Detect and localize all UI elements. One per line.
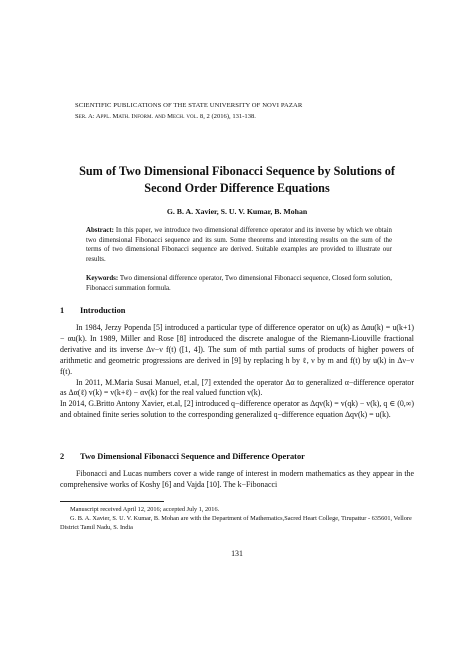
abstract-text: In this paper, we introduce two dimensional difference operator and its inverse by which we obtain two dimensional Fibonacci sequence and its sum. Some theorems and interesting results on the sum of the terms of two dimensional Fibonacci sequence are derived. Suitable examples are provided to illustrate our results. xyxy=(86,227,392,263)
journal-series: Ser. A: Appl. Math. Inform. and Mech. vol. 8, 2 (2016), 131-138. xyxy=(75,113,256,120)
footnote-affiliation: G. B. A. Xavier, S. U. V. Kumar, B. Mohan are with the Department of Mathematics,Sacred Heart College, Tirupattur - 635601, Vellore District Tamil Nadu, S. India xyxy=(60,515,412,531)
section-1-title: Introduction xyxy=(80,306,126,315)
paper-title xyxy=(60,163,414,197)
section-2-paragraph-1: Fibonacci and Lucas numbers cover a wide range of interest in modern mathematics as they appear in the comprehensive works of Koshy [6] and Vajda [10]. The k−Fibonacci xyxy=(60,469,414,489)
section-1-paragraph-3: In 2014, G.Britto Antony Xavier, et.al, [2] introduced q−difference operator as Δqv(k) = v(qk) − v(k), q ∈ (0,∞) and obtained finite series solution to the corresponding generalized q−difference equation Δqv(k) = u(k). xyxy=(60,399,414,420)
section-2-title: Two Dimensional Fibonacci Sequence and Difference Operator xyxy=(80,452,305,461)
footnote-received: Manuscript received April 12, 2016; accepted July 1, 2016. xyxy=(70,506,220,513)
abstract-label: Abstract: xyxy=(86,227,114,234)
footnote-rule xyxy=(60,501,164,502)
title-line-1: Sum of Two Dimensional Fibonacci Sequence by Solutions of xyxy=(79,164,395,178)
authors: G. B. A. Xavier, S. U. V. Kumar, B. Mohan xyxy=(166,207,308,216)
section-2-body xyxy=(60,469,414,491)
section-1-body xyxy=(60,323,414,421)
keywords-text: Two dimensional difference operator, Two dimensional Fibonacci sequence, Closed form solution, Fibonacci summation formula. xyxy=(86,275,392,292)
section-2-heading xyxy=(60,452,305,461)
section-1-number: 1 xyxy=(60,306,65,315)
journal-name: SCIENTIFIC PUBLICATIONS OF THE STATE UNIVERSITY OF NOVI PAZAR xyxy=(75,102,303,109)
section-2-number: 2 xyxy=(60,452,65,461)
footnotes xyxy=(60,505,414,532)
keywords xyxy=(86,274,392,293)
abstract xyxy=(86,226,392,264)
page-number: 131 xyxy=(231,549,243,558)
section-1-paragraph-2: In 2011, M.Maria Susai Manuel, et.al, [7] extended the operator Δα to generalized α−difference operator as Δα(ℓ) v(k) = v(k+ℓ) − αv(k) for the real valued function v(k). xyxy=(60,377,414,398)
section-1-heading xyxy=(60,306,125,315)
title-line-2: Second Order Difference Equations xyxy=(144,181,330,195)
section-1-paragraph-1: In 1984, Jerzy Popenda [5] introduced a particular type of difference operator on u(k) as Δαu(k) = u(k+1) − αu(k). In 1989, Miller and Rose [8] introduced the discrete analogue of the Riemann-Liouville fractional derivative and its inverse Δν−ν f(t) ([1, 4]). The sum of mth partial sums of products of higher powers of arithmetic and geometric progressions are derived in [9] by replacing h by ℓ, ν by m and f(t) by u(k) in Δν−ν f(t). xyxy=(60,323,414,376)
keywords-label: Keywords: xyxy=(86,275,119,282)
